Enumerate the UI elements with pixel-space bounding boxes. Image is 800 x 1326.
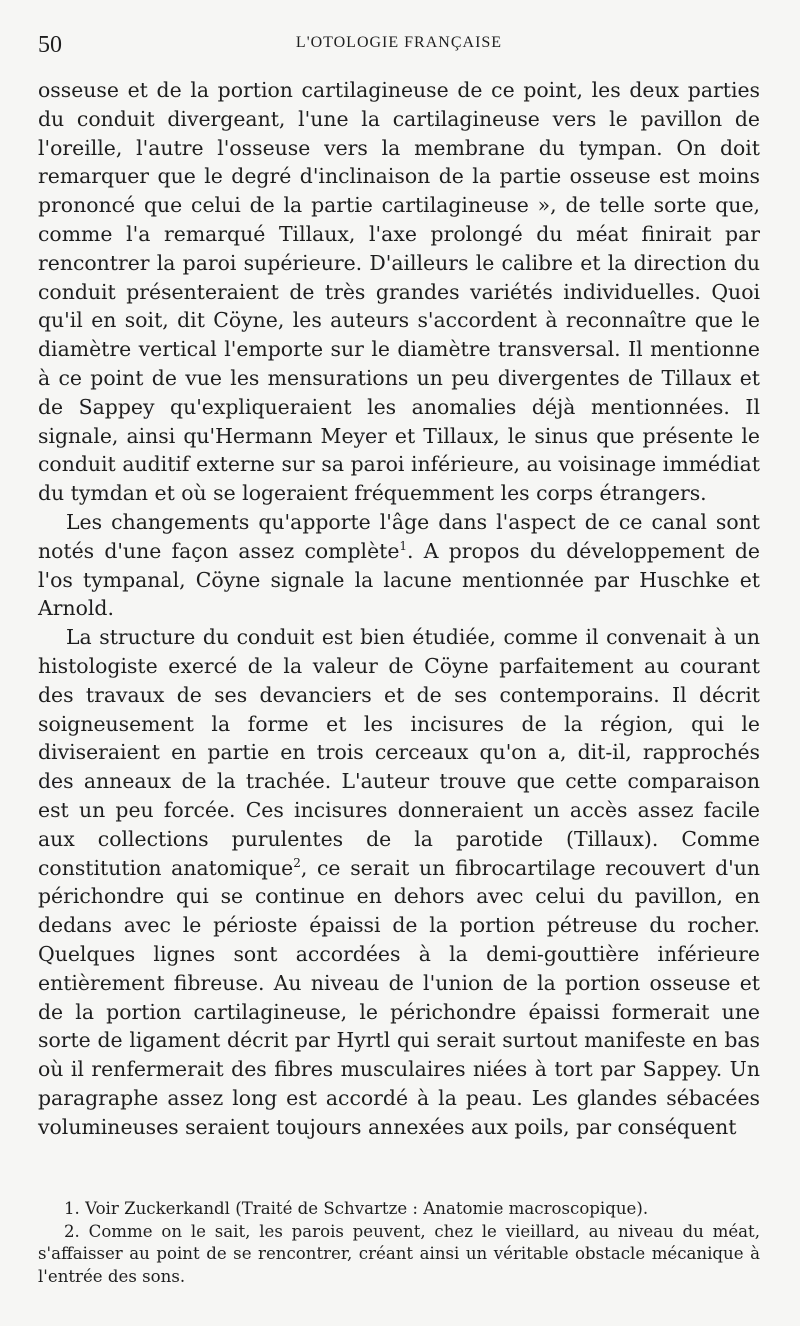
page-header: [38, 32, 760, 58]
paragraph-text: osseuse et de la portion cartilagineuse de ce point, les deux parties du conduit divergeant, l'une la cartilagineuse vers le pavillon de l'oreille, l'autre l'osseuse vers la membrane du tympan. On doit remarquer que le degré d'inclinaison de la partie osseuse est moins prononcé que celui de la partie cartilagineuse », de telle sorte que, comme l'a remarqué Tillaux, l'axe prolongé du méat finirait par rencontrer la paroi supérieure. D'ailleurs le calibre et la direction du conduit présenteraient de très grandes variétés individuelles. Quoi qu'il en soit, dit Cöyne, les auteurs s'accordent à reconnaître que le diamètre vertical l'emporte sur le diamètre transversal. Il mentionne à ce point de vue les mensurations un peu divergentes de Tillaux et de Sappey qu'expliqueraient les anomalies déjà mentionnées. Il signale, ainsi qu'Hermann Meyer et Tillaux, le sinus que présente le conduit auditif externe sur sa paroi inférieure, au voisinage immédiat du tymdan et où se logeraient fréquemment les corps étrangers.: [38, 78, 760, 506]
footnote-ref-1: 1: [399, 538, 408, 553]
running-head: L'OTOLOGIE FRANÇAISE: [295, 34, 503, 51]
footnote-2: 2. Comme on le sait, les parois peuvent, chez le vieillard, au niveau du méat, s'affaisser au point de se rencontrer, créant ainsi un véritable obstacle mécanique à l'entrée des sons.: [38, 1221, 760, 1286]
page-number: 50: [38, 32, 62, 58]
footnote-1: 1. Voir Zuckerkandl (Traité de Schvartze : Anatomie macroscopique).: [64, 1199, 649, 1218]
paragraph-text: . A propos du développement de l'os tympanal, Cöyne signale la lacune mentionnée par Huschke et Arnold.: [38, 538, 760, 621]
footnote-ref-2: 2: [293, 855, 301, 870]
paragraph-text: , ce serait un fibrocartilage recouvert d'un périchondre qui se continue en dehors avec celui du pavillon, en dedans avec le périoste épaissi de la portion pétreuse du rocher. Quelques lignes sont accordées à la demi-gouttière inférieure entièrement fibreuse. Au niveau de l'union de la portion osseuse et de la portion cartilagineuse, le périchondre épaissi formerait une sorte de ligament décrit par Hyrtl qui serait surtout manifeste en bas où il renfermerait des fibres musculaires niées à tort par Sappey. Un paragraphe assez long est accordé à la peau. Les glandes sébacées volumineuses seraient toujours annexées aux poils, par conséquent: [38, 855, 760, 1139]
paragraph-structure: [38, 623, 760, 1141]
paragraph-text: Les changements qu'apporte l'âge dans l'aspect de ce canal sont notés d'une façon assez complète: [38, 509, 760, 563]
paragraph-continued: [38, 76, 760, 508]
paragraph-text: La structure du conduit est bien étudiée, comme il convenait à un histologiste exercé de la valeur de Cöyne parfaitement au courant des travaux de ses devanciers et de ses contemporains. Il décrit soigneusement la forme et les incisures de la région, qui le diviseraient en partie en trois cerceaux qu'on a, dit-il, rapprochés des anneaux de la trachée. L'auteur trouve que cette comparaison est un peu forcée. Ces incisures donneraient un accès assez facile aux collections purulentes de la parotide (Tillaux). Comme constitution anatomique: [38, 625, 760, 880]
body-text: [38, 76, 760, 1141]
paragraph-age-changes: [38, 508, 760, 623]
footnotes: [38, 1198, 760, 1288]
